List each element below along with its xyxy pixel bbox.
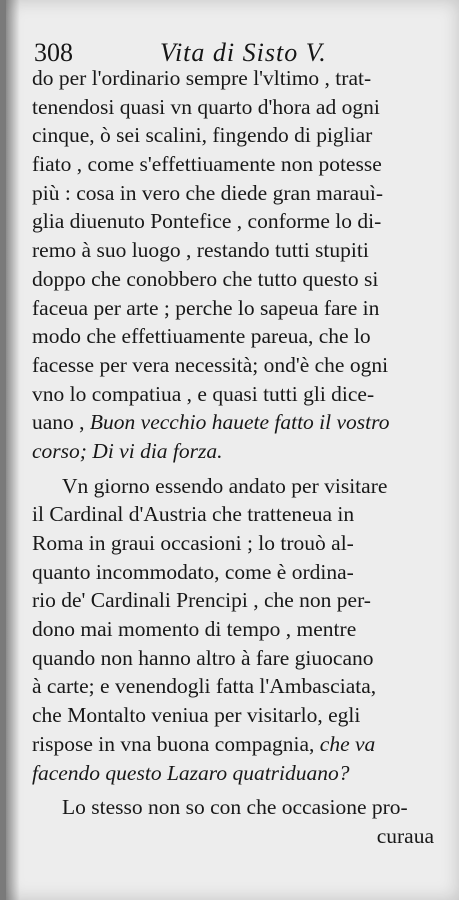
text-segment: rispose in vna buona compagnia, <box>32 731 320 756</box>
book-page <box>6 0 459 900</box>
text-line: quanto incommodato, come è ordina- <box>32 559 354 584</box>
text-line: modo che effettiuamente pareua, che lo <box>32 324 371 349</box>
text-line: cinque, ò sei scalini, fingendo di pigliar <box>32 123 373 148</box>
quoted-speech-line: facendo questo Lazaro quatriduano? <box>32 760 350 785</box>
text-segment: uano , <box>32 410 90 435</box>
text-line-mixed <box>32 408 442 437</box>
text-line: rio de' Cardinali Prencipi , che non per- <box>32 588 371 613</box>
text-line: fiato , come s'effettiuamente non potesse <box>32 152 382 177</box>
text-line: quando non hanno altro à fare giuocano <box>32 645 374 670</box>
quoted-speech: che va <box>319 731 376 756</box>
text-line: à carte; e venendogli fatta l'Ambasciata, <box>32 674 377 699</box>
paragraph-first-line: Lo stesso non so con che occasione pro- <box>62 795 408 820</box>
text-line: tenendosi quasi vn quarto d'hora ad ogni <box>32 94 380 119</box>
text-line: vno lo compatiua , e quasi tutti gli dice- <box>32 381 375 406</box>
text-line-mixed <box>32 730 442 759</box>
text-line: il Cardinal d'Austria che tratteneua in <box>32 502 355 527</box>
text-line: doppo che conobbero che tutto questo si <box>32 266 379 291</box>
paragraph-first-line: Vn giorno essendo andato per visitare <box>62 473 388 498</box>
gutter-shadow <box>6 0 20 900</box>
text-line: che Montalto veniua per visitarlo, egli <box>32 703 361 728</box>
text-line: remo à suo luogo , restando tutti stupiti <box>32 238 369 263</box>
body-text <box>32 64 442 851</box>
text-line: Roma in graui occasioni ; lo trouò al- <box>32 531 354 555</box>
running-head: Vita di Sisto V. <box>160 38 327 67</box>
quoted-speech: Buon vecchio hauete fatto il vostro <box>89 410 390 435</box>
text-line: do per l'ordinario sempre l'vltimo , trat- <box>32 66 372 90</box>
text-line: glia diuenuto Pontefice , conforme lo di- <box>32 209 382 234</box>
text-line: più : cosa in vero che diede gran marauì- <box>32 180 384 205</box>
page-number: 308 <box>34 38 73 67</box>
text-line: dono mai momento di tempo , mentre <box>32 617 357 642</box>
text-line: faceua per arte ; perche lo sapeua fare in <box>32 295 380 320</box>
quoted-speech-line: corso; Di vi dia forza. <box>32 438 223 463</box>
catchword: curaua <box>376 823 434 848</box>
text-line: facesse per vera necessità; ond'è che ogni <box>32 352 389 377</box>
